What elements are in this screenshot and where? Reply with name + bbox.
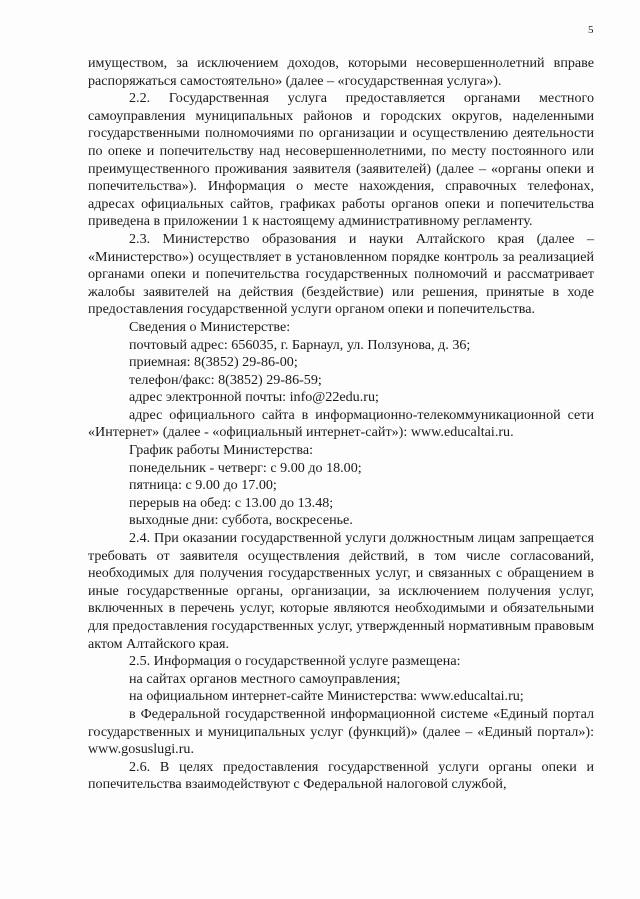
paragraph-2-3: 2.3. Министерство образования и науки Алтайского края (далее – «Министерство») осуществляет в установленном порядке контроль за реализацией органами опеки и попечительства государственных полномочий и рассматривает жалобы заявителей на действия (бездействие) или решения, принятые в ходе предоставления государственной услуги органом опеки и попечительства. [88, 230, 594, 318]
ministry-postal-address: почтовый адрес: 656035, г. Барнаул, ул. Ползунова, д. 36; [129, 336, 471, 353]
document-body [88, 55, 594, 794]
paragraph-2-2: 2.2. Государственная услуга предоставляется органами местного самоуправления муниципальных районов и городских округов, наделенными государственными полномочиями по организации и осуществлению деятельности по опеке и попечительству над несовершеннолетними, по месту постоянного или преимущественного проживания заявителя (заявителей) (далее – «органы опеки и попечительства»). Информация о месте нахождения, справочных телефонах, адресах официальных сайтов, графиках работы органов опеки и попечительства приведена в приложении 1 к настоящему административному регламенту. [88, 90, 594, 230]
info-local-sites: на сайтах органов местного самоуправления; [129, 670, 401, 687]
page-number: 5 [588, 24, 594, 36]
paragraph-2-6: 2.6. В целях предоставления государственной услуги органы опеки и попечительства взаимодействуют с Федеральной налоговой службой, [88, 758, 594, 793]
schedule-lunch: перерыв на обед: с 13.00 до 13.48; [129, 494, 334, 511]
ministry-schedule-heading: График работы Министерства: [129, 442, 314, 459]
ministry-phone-fax: телефон/факс: 8(3852) 29-86-59; [129, 371, 322, 388]
paragraph-continuation: имуществом, за исключением доходов, которыми несовершеннолетний вправе распоряжаться самостоятельно» (далее – «государственная услуга»). [88, 55, 594, 89]
schedule-friday: пятница: с 9.00 до 17.00; [129, 477, 277, 494]
ministry-email: адрес электронной почты: info@22edu.ru; [129, 389, 379, 406]
paragraph-2-4: 2.4. При оказании государственной услуги должностным лицам запрещается требовать от заявителя осуществления действий, в том числе согласований, необходимых для получения государственных услуг, и связанных с обращением в иные государственные органы, организации, за исключением получения услуг, включенных в перечень услуг, которые являются необходимыми и обязательными для предоставления государственных услуг, утвержденный нормативным правовым актом Алтайского края. [88, 530, 594, 652]
ministry-reception-phone: приемная: 8(3852) 29-86-00; [129, 354, 298, 371]
schedule-mon-thu: понедельник - четверг: с 9.00 до 18.00; [129, 459, 362, 476]
info-ministry-site: на официальном интернет-сайте Министерства: www.educaltai.ru; [129, 688, 524, 705]
schedule-weekend: выходные дни: суббота, воскресенье. [129, 512, 353, 529]
ministry-website: адрес официального сайта в информационно-телекоммуникационной сети «Интернет» (далее - «официальный интернет-сайт»): www.educaltai.ru. [88, 406, 594, 441]
ministry-info-heading: Сведения о Министерстве: [129, 318, 291, 335]
info-unified-portal: в Федеральной государственной информационной системе «Единый портал государственных и муниципальных услуг (функций)» (далее – «Единый портал»): www.gosuslugi.ru. [88, 705, 594, 758]
paragraph-2-5: 2.5. Информация о государственной услуге размещена: [129, 653, 461, 670]
